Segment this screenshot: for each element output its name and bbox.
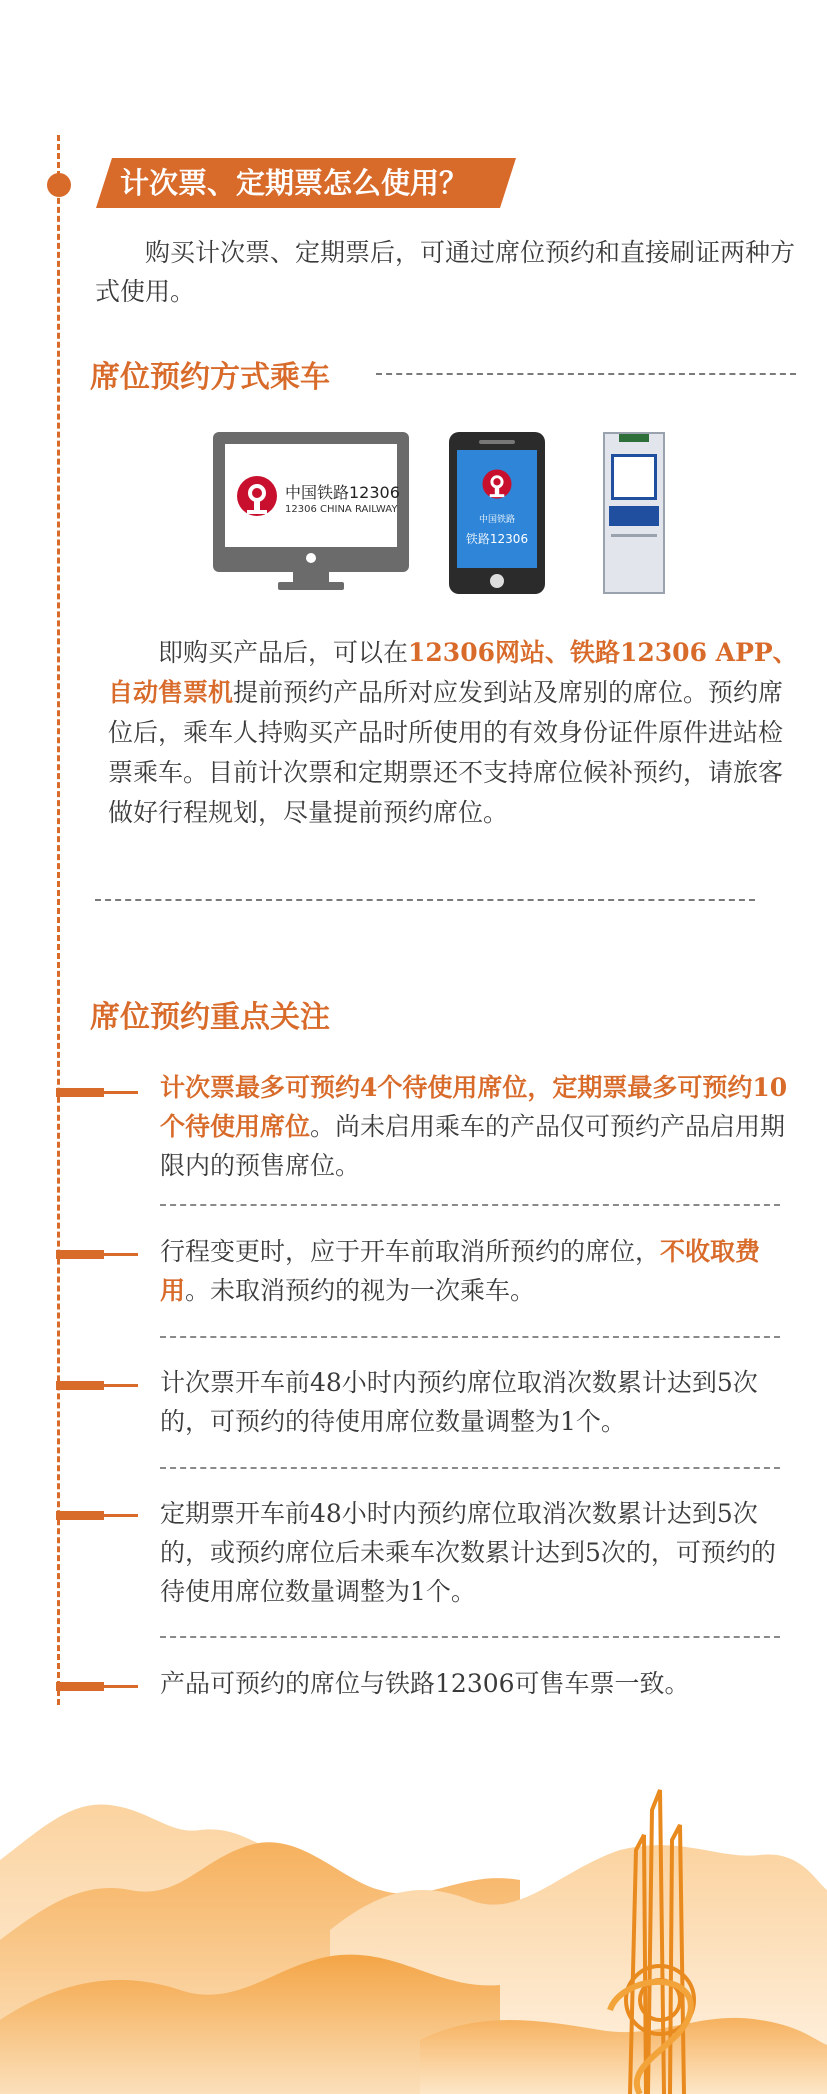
bullet-marker [56,1685,138,1688]
kiosk-screen [611,454,657,500]
list-item: 定期票开车前48小时内预约席位取消次数累计达到5次的，或预约席位后未乘车次数累计达到5次的，可预约的待使用席位数量调整为1个。 [160,1499,776,1606]
item-separator [160,1204,780,1206]
item-text: 行程变更时，应于开车前取消所预约的席位， [160,1237,661,1266]
phone-speaker [479,440,515,444]
section-title-seat-reservation: 席位预约方式乘车 [90,360,330,395]
bullet-marker [56,1384,138,1387]
mountain-landscape-decoration [0,1740,827,2094]
section-divider [95,899,755,901]
kiosk-panel [609,506,659,526]
section-title-key-points: 席位预约重点关注 [90,1000,330,1035]
timeline-dot [47,173,71,197]
list-item [160,1232,800,1310]
item-text: 。未取消预约的视为一次乘车。 [185,1276,536,1305]
railway-logo-icon [481,468,513,500]
highlight-text: 计次票最多可预约4个待使用席位，定期票最多可预约10个待使用席位 [160,1073,788,1141]
highlight-text: 不收取费用 [160,1237,761,1305]
phone-label-main: 铁路12306 [465,532,529,546]
monitor-illustration [213,432,409,572]
list-item: 产品可预约的席位与铁路12306可售车票一致。 [160,1669,690,1698]
item-separator [160,1636,780,1638]
railway-logo-icon [235,474,279,518]
phone-screen [457,450,537,568]
bullet-marker [56,1091,138,1094]
brand-name-cn: 中国铁路12306 [285,483,400,502]
item-separator [160,1336,780,1338]
kiosk-slot-line [611,534,657,537]
highlight-channels: 12306网站、铁路12306 APP、自动售票机 [108,638,798,707]
seat-reservation-paragraph [108,633,800,833]
bullet-marker [56,1253,138,1256]
list-item: 计次票开车前48小时内预约席位取消次数累计达到5次的，可预约的待使用席位数量调整为1个。 [160,1368,758,1436]
paragraph-text: 即购买产品后，可以在 [158,638,409,667]
brand-name-en: 12306 CHINA RAILWAY [285,504,398,515]
item-text: 。尚未启用乘车的产品仅可预约产品启用期限内的预售席位。 [160,1112,786,1180]
monitor-power-dot [306,553,316,563]
intro-paragraph: 购买计次票、定期票后，可通过席位预约和直接刷证两种方式使用。 [95,238,796,306]
phone-label-small: 中国铁路 [478,515,515,525]
kiosk-top-light [619,434,649,442]
monitor-base [278,582,344,590]
phone-illustration [449,432,545,594]
section-divider [376,373,796,375]
monitor-screen [225,444,400,547]
timeline-dashed-line [57,135,60,1705]
paragraph-text: 提前预约产品所对应发到站及席别的席位。预约席位后，乘车人持购买产品时所使用的有效身份证件原件进站检票乘车。目前计次票和定期票还不支持席位候补预约，请旅客做好行程规划，尽量提前预约席位。 [108,678,784,827]
item-separator [160,1467,780,1469]
phone-home-button [490,574,504,588]
ticket-machine-illustration [603,432,665,594]
list-item [160,1068,800,1185]
page-title: 计次票、定期票怎么使用？ [120,166,469,200]
monitor-neck [293,572,329,582]
bullet-marker [56,1514,138,1517]
